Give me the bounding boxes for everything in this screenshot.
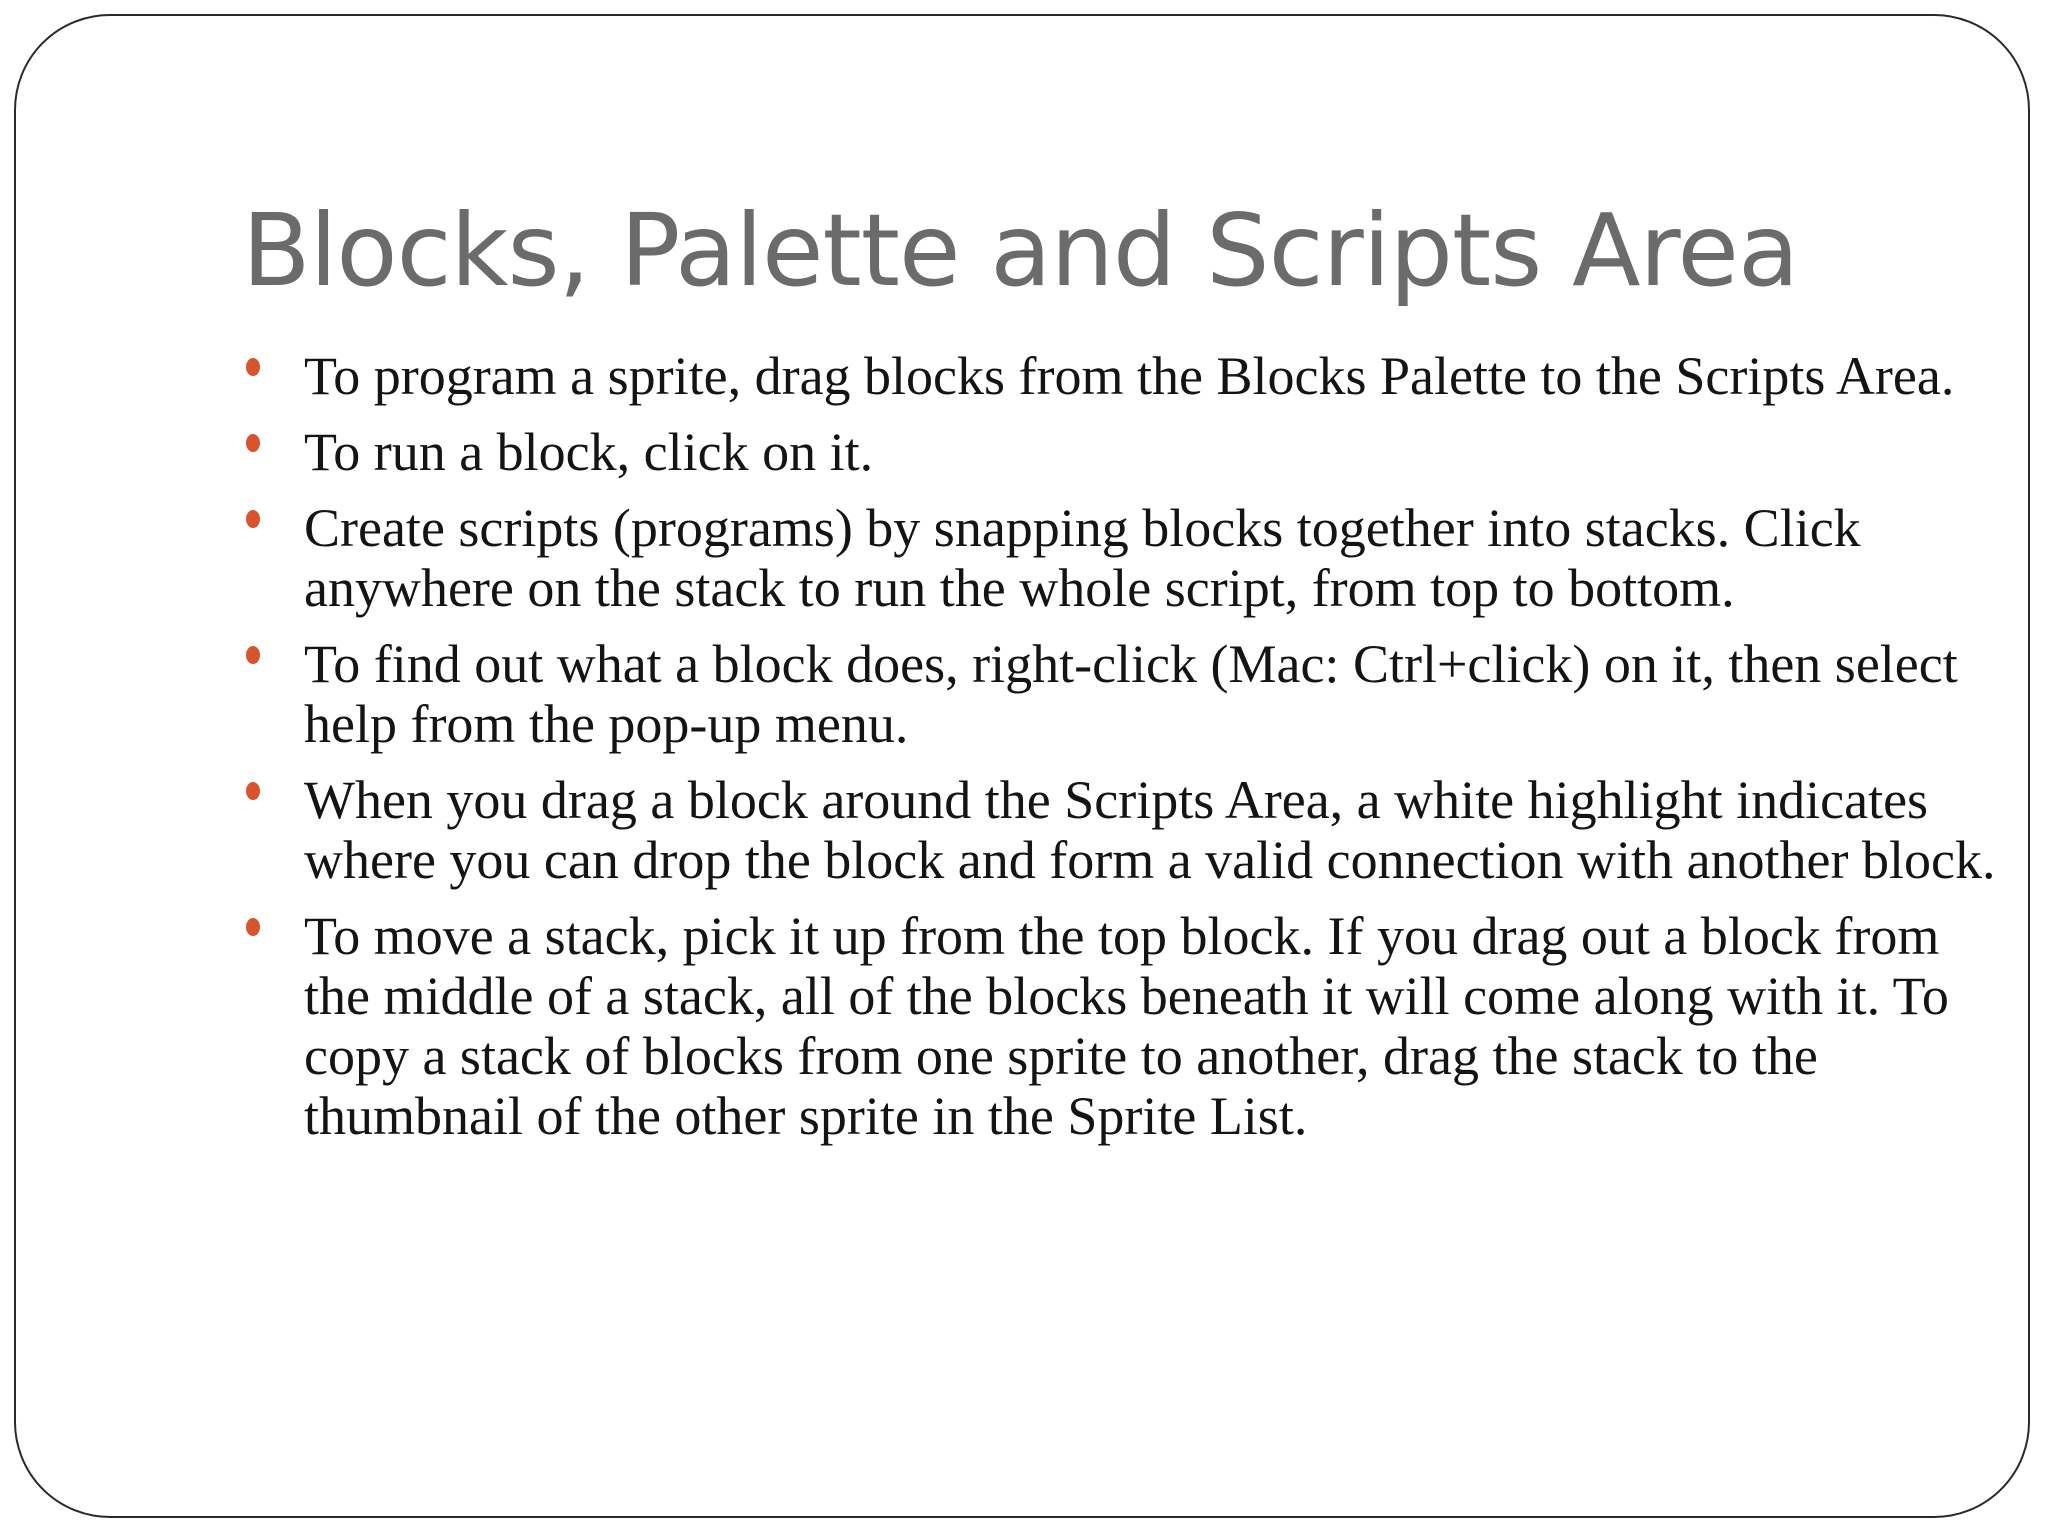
- bullet-item: [226, 498, 1996, 618]
- bullet-text: To program a sprite, drag blocks from the Blocks Palette to the Scripts Area.: [304, 346, 1955, 406]
- bullet-text: When you drag a block around the Scripts Area, a white highlight indicates where you can drop the block and form a valid connection with another block.: [304, 770, 1996, 890]
- bullet-dot-icon: [246, 358, 260, 376]
- bullet-dot-icon: [246, 434, 260, 452]
- slide-title: Blocks, Palette and Scripts Area: [242, 192, 1799, 309]
- bullet-item: [226, 346, 1996, 406]
- bullet-item: [226, 634, 1996, 754]
- bullet-dot-icon: [246, 782, 260, 800]
- bullet-dot-icon: [246, 918, 260, 936]
- bullet-item: [226, 770, 1996, 890]
- bullet-text: Create scripts (programs) by snapping blocks together into stacks. Click anywhere on the stack to run the whole script, from top to bottom.: [304, 498, 1861, 618]
- bullet-dot-icon: [246, 646, 260, 664]
- bullet-text: To run a block, click on it.: [304, 422, 874, 482]
- bullet-list: [226, 346, 1996, 1162]
- slide-frame: [14, 14, 2030, 1518]
- bullet-dot-icon: [246, 510, 260, 528]
- bullet-text: To move a stack, pick it up from the top block. If you drag out a block from the middle of a stack, all of the blocks beneath it will come along with it. To copy a stack of blocks from one sprite to another, drag the stack to the thumbnail of the other sprite in the Sprite List.: [304, 906, 1949, 1146]
- bullet-item: [226, 906, 1996, 1146]
- bullet-text: To find out what a block does, right-click (Mac: Ctrl+click) on it, then select help from the pop-up menu.: [304, 634, 1958, 754]
- bullet-item: [226, 422, 1996, 482]
